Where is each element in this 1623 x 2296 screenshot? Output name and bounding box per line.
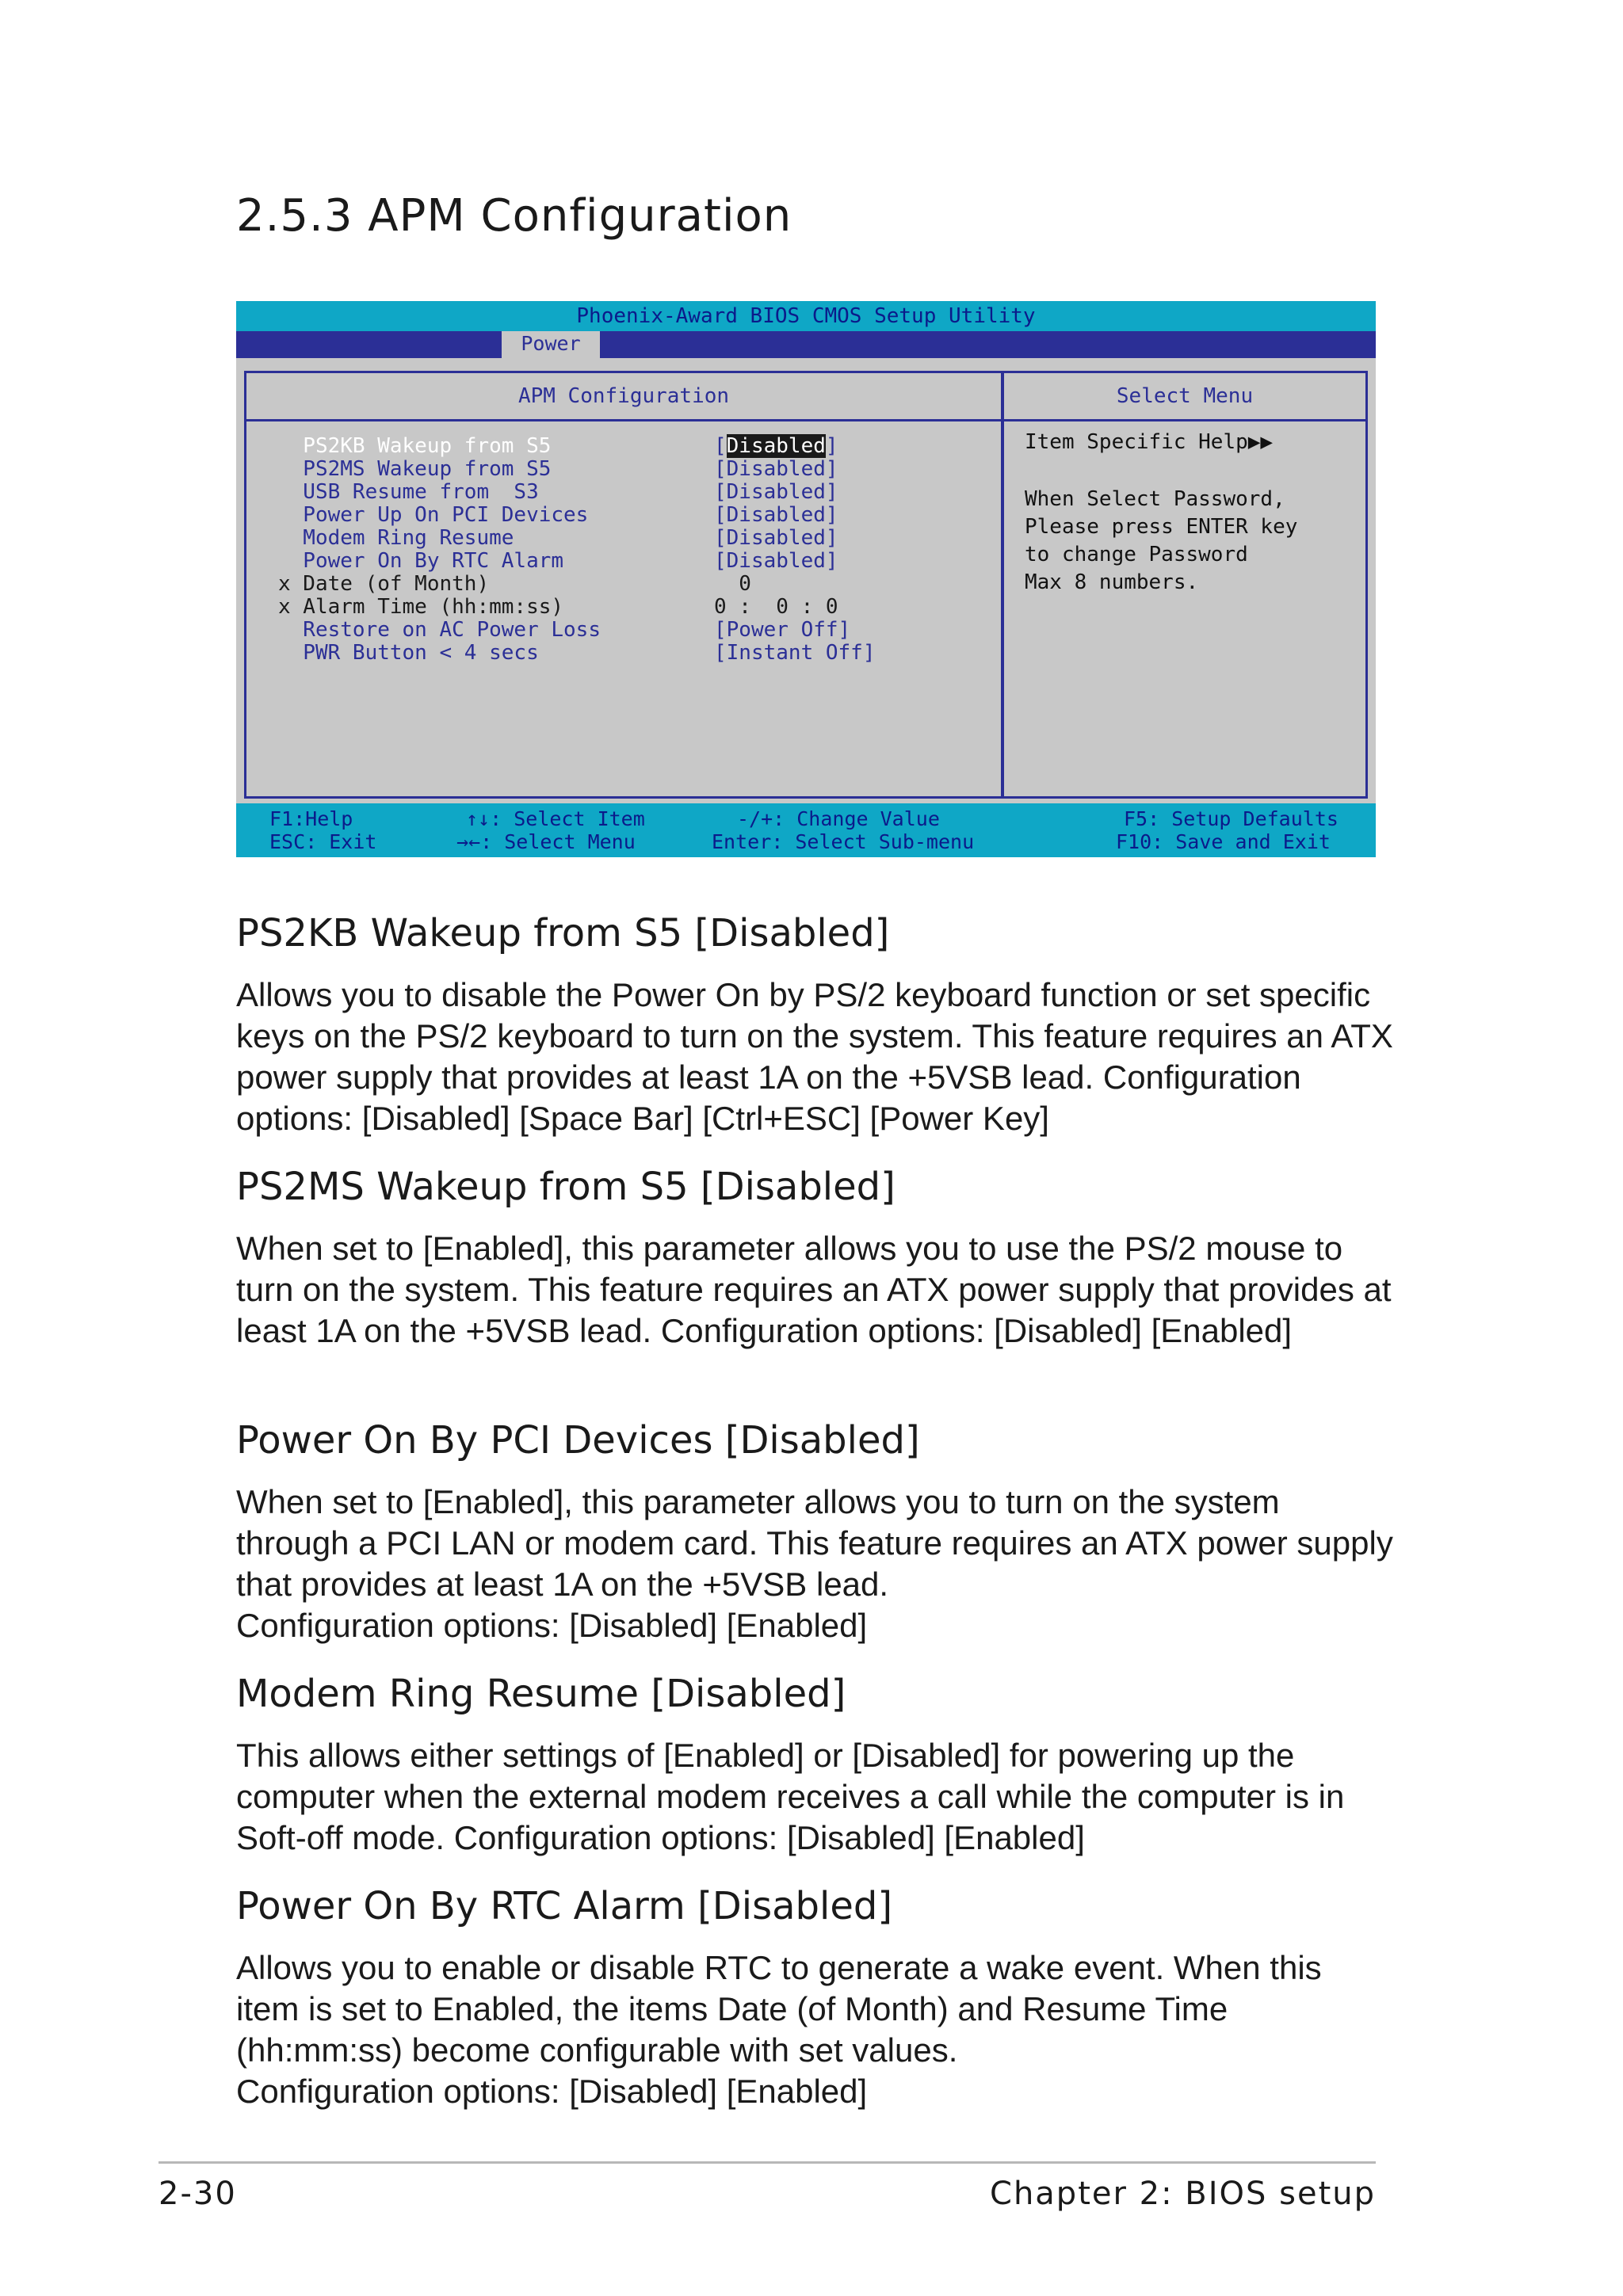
value-date-of-month: 0	[714, 572, 751, 596]
help-text: When Select Password, Please press ENTER key to change Password Max 8 numbers.	[1025, 487, 1298, 594]
heading-ps2ms: PS2MS Wakeup from S5 [Disabled]	[236, 1165, 896, 1209]
left-right-arrow-icon: →←	[456, 830, 481, 853]
value-rtc-alarm[interactable]: [Disabled]	[714, 549, 838, 573]
tab-power[interactable]: Power	[502, 331, 600, 358]
setting-pwr-button[interactable]: PWR Button < 4 secs	[278, 641, 539, 665]
value-power-up-pci[interactable]: [Disabled]	[714, 503, 838, 527]
value-ps2kb-wakeup[interactable]: [Disabled]	[714, 434, 838, 458]
key-esc-exit: ESC: Exit	[269, 830, 377, 853]
setting-ps2kb-wakeup[interactable]: PS2KB Wakeup from S5	[278, 434, 552, 458]
setting-rtc-alarm[interactable]: Power On By RTC Alarm	[278, 549, 564, 573]
setting-date-of-month: x Date (of Month)	[278, 572, 490, 596]
selected-value: Disabled	[726, 434, 826, 458]
bios-menubar	[236, 331, 1376, 358]
body-ps2kb: Allows you to disable the Power On by PS/2 keyboard function or set specific keys on the PS/2 keyboard to turn on the system. This feature requires an ATX power supply that provides at least 1A on the +5VSB lead. Configuration options: [Disabled] [Space Bar] [Ctrl+ESC] [Power Key]	[236, 976, 1393, 1137]
key-select-menu: →←: Select Menu	[456, 830, 636, 853]
setting-alarm-time: x Alarm Time (hh:mm:ss)	[278, 595, 564, 619]
heading-pci-devices: Power On By PCI Devices [Disabled]	[236, 1418, 920, 1463]
value-ps2ms-wakeup[interactable]: [Disabled]	[714, 457, 838, 481]
value-modem-ring[interactable]: [Disabled]	[714, 526, 838, 550]
body-rtc-alarm: Allows you to enable or disable RTC to generate a wake event. When this item is set to Enabled, the items Date (of Month) and Resume Time (hh:mm:ss) become configurable with set values. Configuration options: [Disabled] [Enabled]	[236, 1949, 1322, 2110]
value-restore-ac[interactable]: [Power Off]	[714, 618, 851, 642]
value-usb-resume[interactable]: [Disabled]	[714, 480, 838, 504]
setting-modem-ring[interactable]: Modem Ring Resume	[278, 526, 514, 550]
key-select-item: ↑↓: Select Item	[466, 807, 645, 830]
chapter-title: Chapter 2: BIOS setup	[990, 2176, 1376, 2212]
setting-restore-ac[interactable]: Restore on AC Power Loss	[278, 618, 601, 642]
key-f10-save: F10: Save and Exit	[1116, 830, 1331, 853]
settings-panel	[244, 371, 1003, 799]
key-f1-help: F1:Help	[269, 807, 353, 830]
footer-rule	[158, 2161, 1376, 2164]
key-enter-submenu: Enter: Select Sub-menu	[712, 830, 975, 853]
setting-power-up-pci[interactable]: Power Up On PCI Devices	[278, 503, 589, 527]
setting-ps2ms-wakeup[interactable]: PS2MS Wakeup from S5	[278, 457, 552, 481]
double-arrow-icon: ▶▶	[1247, 430, 1274, 454]
body-pci-devices: When set to [Enabled], this parameter allows you to turn on the system through a PCI LAN or modem card. This feature requires an ATX power supply that provides at least 1A on the +5VSB lead. Configuration options: [Disabled] [Enabled]	[236, 1483, 1393, 1644]
section-title: 2.5.3 APM Configuration	[236, 190, 792, 242]
bios-screen	[236, 301, 1376, 857]
value-pwr-button[interactable]: [Instant Off]	[714, 641, 876, 665]
heading-rtc-alarm: Power On By RTC Alarm [Disabled]	[236, 1884, 893, 1928]
up-down-arrow-icon: ↑↓	[466, 807, 491, 830]
heading-ps2kb: PS2KB Wakeup from S5 [Disabled]	[236, 911, 890, 955]
bios-key-legend	[236, 803, 1376, 857]
heading-modem-ring: Modem Ring Resume [Disabled]	[236, 1672, 846, 1716]
help-panel	[1002, 371, 1368, 799]
panel-header: APM Configuration	[246, 373, 1001, 421]
key-change-value: -/+: Change Value	[737, 807, 940, 830]
value-alarm-time: 0 : 0 : 0	[714, 595, 838, 619]
bios-title: Phoenix-Award BIOS CMOS Setup Utility	[236, 301, 1376, 331]
page-number: 2-30	[158, 2176, 237, 2212]
setting-usb-resume[interactable]: USB Resume from S3	[278, 480, 539, 504]
body-ps2ms: When set to [Enabled], this parameter allows you to use the PS/2 mouse to turn on the system. This feature requires an ATX power supply that provides at least 1A on the +5VSB lead. Configuration options: [Disabled] [Enabled]	[236, 1230, 1392, 1349]
help-title: Item Specific Help▶▶	[1025, 430, 1274, 454]
body-modem-ring: This allows either settings of [Enabled] or [Disabled] for powering up the computer when the external modem receives a call while the computer is in Soft-off mode. Configuration options: [Disabled] [Enabled]	[236, 1737, 1345, 1856]
help-header: Select Menu	[1004, 373, 1365, 421]
key-f5-defaults: F5: Setup Defaults	[1124, 807, 1338, 830]
